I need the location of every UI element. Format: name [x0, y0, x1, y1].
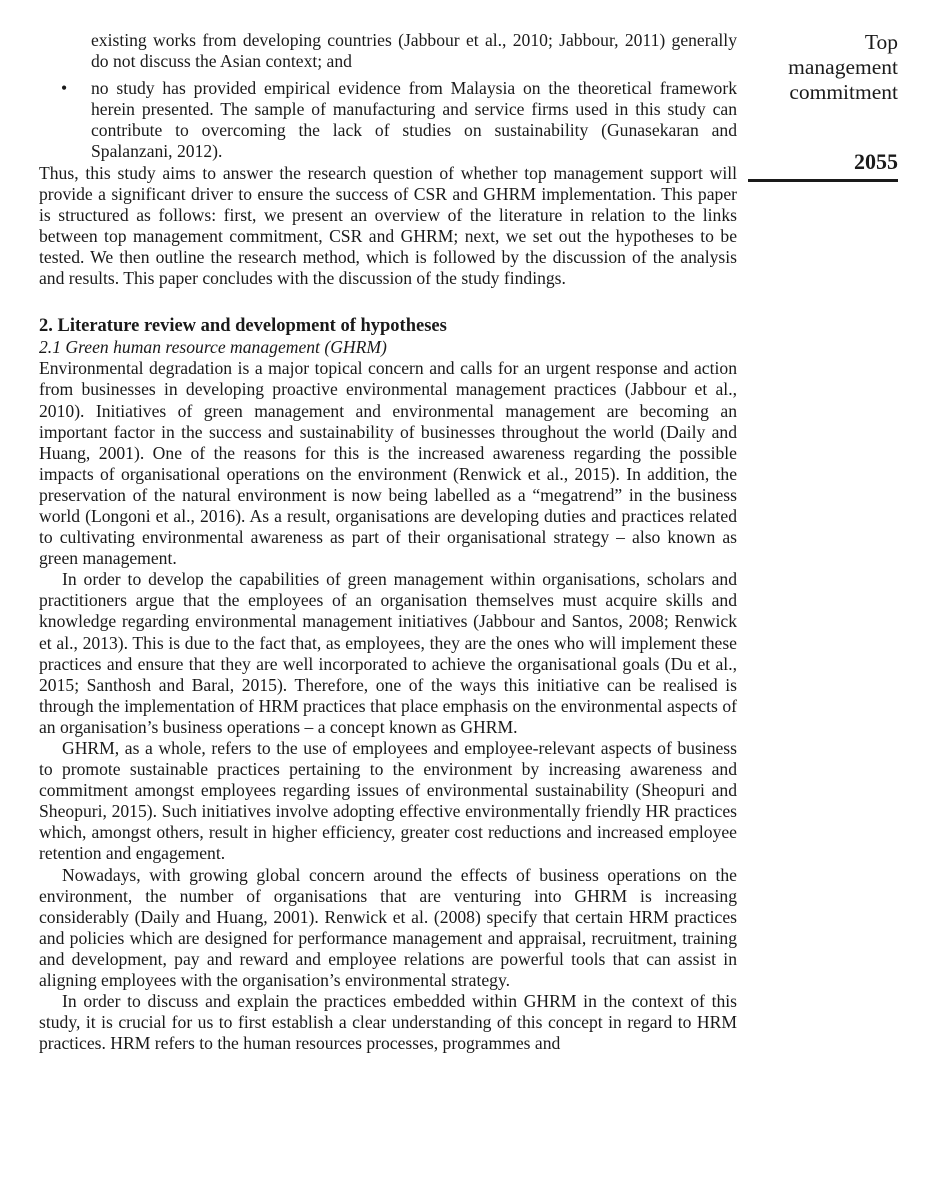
bullet-list — [39, 30, 737, 163]
body-paragraph: In order to discuss and explain the practices embedded within GHRM in the context of this study, it is crucial for us to first establish a clear understanding of this concept in regard to HRM practices. HRM refers to the human resources processes, programmes and — [39, 991, 737, 1054]
body-paragraph: In order to develop the capabilities of green management within organisations, scholars and practitioners argue that the employees of an organisation themselves must acquire skills and knowledge regarding environmental management initiatives (Jabbour and Santos, 2008; Renwick et al., 2013). This is due to the fact that, as employees, they are the ones who will implement these practices and ensure that they are well incorporated to achieve the organisational goals (Du et al., 2015; Santhosh and Baral, 2015). Therefore, one of the ways this initiative can be realised is through the implementation of HRM practices that place emphasis on the environmental aspects of an organisation’s business operations – a concept known as GHRM. — [39, 569, 737, 737]
bullet-item-continued: existing works from developing countries (Jabbour et al., 2010; Jabbour, 2011) generally do not discuss the Asian context; and — [91, 30, 737, 72]
body-paragraph: Environmental degradation is a major topical concern and calls for an urgent response and action from businesses in developing proactive environmental management practices (Jabbour et al., 2010). Initiatives of green management and environmental management are becoming an important factor in the success and sustainability of businesses throughout the world (Daily and Huang, 2001). One of the reasons for this is the increased awareness regarding the possible impacts of organisational operations on the environment (Renwick et al., 2015). In addition, the preservation of the natural environment is now being labelled as a “megatrend” in the business world (Longoni et al., 2016). As a result, organisations are developing duties and practices related to cultivating environmental awareness as part of their organisational strategy – also known as green management. — [39, 358, 737, 569]
section-heading: 2. Literature review and development of hypotheses — [39, 316, 447, 337]
running-title-line: Top — [864, 30, 898, 54]
bullet-icon: • — [61, 78, 68, 99]
main-text-column — [39, 30, 737, 1054]
page-number: 2055 — [748, 149, 898, 182]
running-title-line: management — [788, 55, 898, 79]
bullet-item-text: no study has provided empirical evidence from Malaysia on the theoretical framework herein presented. The sample of manufacturing and service firms used in this study can contribute to overcoming the lack of studies on sustainability (Gunasekaran and Spalanzani, 2012). — [91, 78, 737, 162]
running-title-line: commitment — [789, 80, 898, 104]
margin-sidebar — [748, 30, 898, 182]
subsection-heading: 2.1 Green human resource management (GHRM) — [39, 337, 387, 358]
intro-paragraph: Thus, this study aims to answer the research question of whether top management support will provide a significant driver to ensure the success of CSR and GHRM implementation. This paper is structured as follows: first, we present an overview of the literature in relation to the links between top management commitment, CSR and GHRM; next, we set out the hypotheses to be tested. We then outline the research method, which is followed by the discussion of the analysis and results. This paper concludes with the discussion of the study findings. — [39, 162, 737, 289]
body-paragraph: GHRM, as a whole, refers to the use of employees and employee-relevant aspects of business to promote sustainable practices pertaining to the environment by increasing awareness and commitment amongst employees regarding issues of environmental sustainability (Sheopuri and Sheopuri, 2015). Such initiatives involve adopting effective environmentally friendly HR practices which, amongst others, result in higher efficiency, greater cost reductions and increased employee retention and engagement. — [39, 738, 737, 864]
bullet-item — [39, 78, 737, 162]
body-paragraph: Nowadays, with growing global concern around the effects of business operations on the environment, the number of organisations that are venturing into GHRM is increasing considerably (Daily and Huang, 2001). Renwick et al. (2008) specify that certain HRM practices and policies which are designed for performance management and appraisal, recruitment, training and development, pay and reward and employee relations are powerful tools that can assist in aligning employees with the organisation’s environmental strategy. — [39, 864, 737, 991]
running-title — [748, 30, 898, 105]
